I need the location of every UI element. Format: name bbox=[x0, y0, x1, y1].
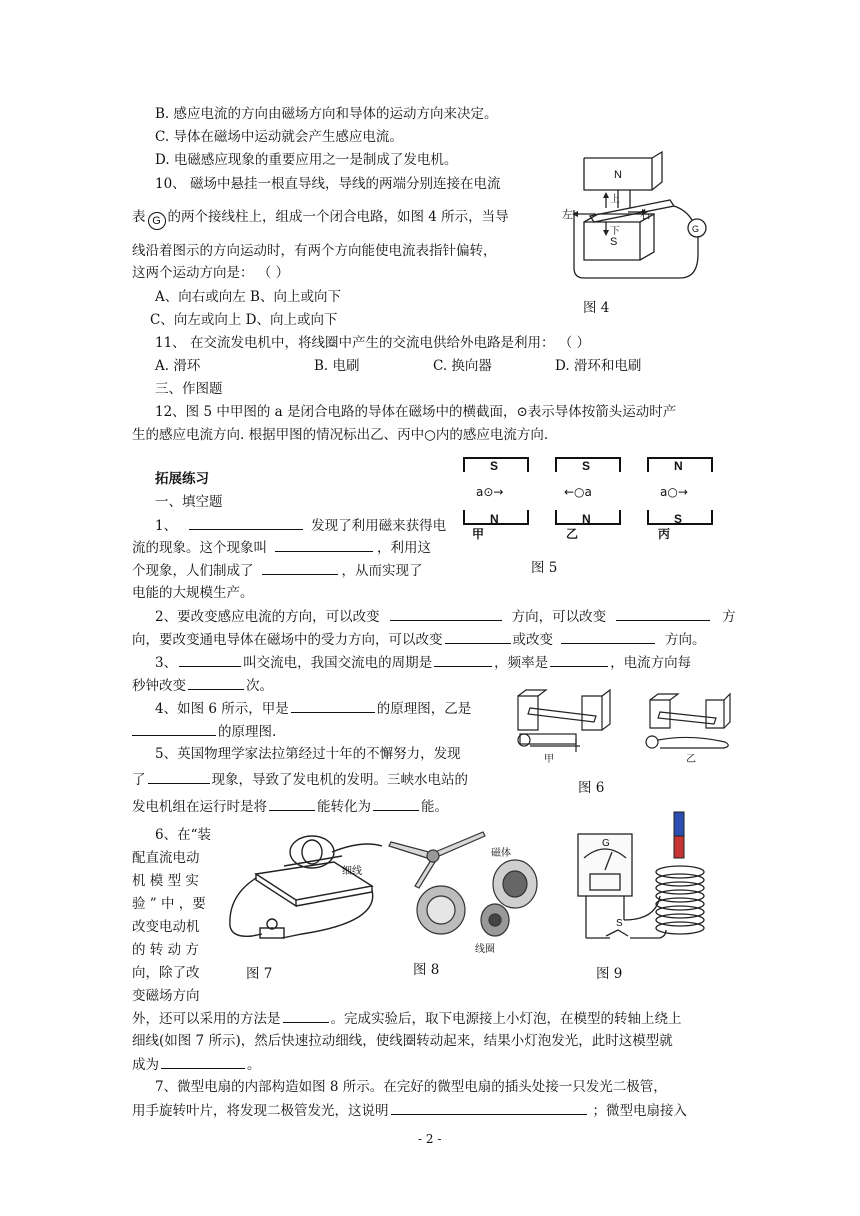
question-2-line1 bbox=[155, 607, 736, 626]
text: 4、如图 6 所示，甲是 bbox=[155, 701, 289, 717]
magnet-south-part bbox=[674, 836, 684, 858]
text: ，从而实现了 bbox=[341, 563, 423, 579]
blank[interactable] bbox=[561, 630, 655, 644]
blank[interactable] bbox=[390, 607, 502, 621]
blank[interactable] bbox=[161, 1055, 245, 1069]
text: 个现象，人们制成了 bbox=[132, 563, 254, 579]
text: 的原理图，乙是 bbox=[376, 701, 472, 717]
figure-8-caption: 图 8 bbox=[413, 962, 440, 978]
fig8-coil-label: 线圈 bbox=[475, 944, 495, 955]
blank[interactable] bbox=[188, 676, 244, 690]
text: 流的现象。这个现象叫 bbox=[132, 540, 267, 556]
question-5-line3 bbox=[132, 797, 448, 816]
blank[interactable] bbox=[283, 1009, 329, 1023]
option-b: B. 感应电流的方向由磁场方向和导体的运动方向来决定。 bbox=[155, 106, 498, 122]
question-3-line2 bbox=[132, 676, 273, 695]
question-6-line10: 细线(如图 7 所示)，然后快速拉动细线，使线圈转动起来，结果小灯泡发光，此时这模型就 bbox=[132, 1033, 673, 1049]
magnet-north-part bbox=[674, 812, 684, 836]
blank[interactable] bbox=[616, 607, 710, 621]
fig5-panel2-bottom: N bbox=[582, 512, 591, 526]
fig5-panel1-label: 甲 bbox=[472, 527, 485, 541]
fig5-panel3-top: N bbox=[674, 459, 683, 473]
question-11-option-a: A. 滑环 bbox=[155, 358, 201, 374]
fig4-right-label: 右 bbox=[640, 208, 651, 221]
fig5-panel1-top: S bbox=[490, 459, 499, 473]
option-c: C. 导体在磁场中运动就会产生感应电流。 bbox=[155, 129, 403, 145]
question-6-line8: 变磁场方向 bbox=[132, 988, 200, 1004]
question-6-line4: 验 ” 中 ，要 bbox=[132, 896, 206, 912]
text: 1、 bbox=[155, 518, 178, 534]
text: 次。 bbox=[246, 678, 273, 694]
fig6-right-label: 乙 bbox=[686, 754, 696, 765]
question-10-options-cd: C、向左或向上 D、向上或向下 bbox=[150, 312, 338, 328]
question-2-line2 bbox=[132, 630, 706, 649]
text: 或改变 bbox=[512, 632, 553, 648]
text: ，频率是 bbox=[494, 655, 549, 671]
blank[interactable] bbox=[189, 516, 303, 530]
blank[interactable] bbox=[291, 699, 375, 713]
figure-4-diagram bbox=[562, 150, 720, 290]
text: 发现了利用磁来获得电 bbox=[311, 518, 447, 534]
galvanometer-symbol-icon: G bbox=[148, 212, 166, 230]
text: 的两个接线柱上，组成一个闭合电路，如图 4 所示，当导 bbox=[167, 209, 509, 225]
question-7-line1: 7、微型电扇的内部构造如图 8 所示。在完好的微型电扇的插头处接一只发光二极管， bbox=[155, 1079, 667, 1095]
blank[interactable] bbox=[269, 797, 315, 811]
text: 向，要改变通电导体在磁场中的受力方向，可以改变 bbox=[132, 632, 443, 648]
text: 现象，导致了发电机的发明。三峡水电站的 bbox=[211, 772, 468, 788]
text: 了 bbox=[132, 772, 146, 788]
text: 。 bbox=[247, 1057, 261, 1073]
fig5-panel3-label: 丙 bbox=[658, 527, 671, 541]
fig9-switch-label: S bbox=[616, 918, 623, 929]
fig5-panel3-conductor: a○→ bbox=[660, 485, 688, 499]
page-number: - 2 - bbox=[418, 1132, 442, 1146]
blank[interactable] bbox=[434, 653, 492, 667]
section-drawing: 三、作图题 bbox=[155, 381, 223, 397]
question-6-line1: 6、在“装 bbox=[155, 827, 211, 843]
text: 成为 bbox=[132, 1057, 159, 1073]
question-6-line11 bbox=[132, 1055, 261, 1074]
fig8-magnet-label: 磁体 bbox=[491, 848, 511, 859]
figure-7-diagram bbox=[222, 826, 390, 956]
question-6-line6: 的 转 动 方 bbox=[132, 942, 199, 958]
text: 。完成实验后，取下电源接上小灯泡，在模型的转轴上绕上 bbox=[330, 1011, 682, 1027]
text: 叫交流电，我国交流电的周期是 bbox=[243, 655, 433, 671]
question-1-line3 bbox=[132, 561, 423, 580]
text: 方向，可以改变 bbox=[511, 609, 607, 625]
fig4-meter-label: G bbox=[692, 224, 700, 234]
question-11-option-b: B. 电刷 bbox=[314, 358, 360, 374]
figure-9-caption: 图 9 bbox=[596, 966, 623, 982]
fig6-left-label: 甲 bbox=[544, 754, 554, 765]
blank[interactable] bbox=[132, 722, 216, 736]
fig4-down-label: 下 bbox=[610, 226, 620, 237]
figure-6-caption: 图 6 bbox=[578, 780, 605, 796]
figure-7-caption: 图 7 bbox=[246, 966, 273, 982]
fig5-panel3-bottom: S bbox=[674, 512, 683, 526]
fig7-thread-label: 细线 bbox=[342, 866, 362, 877]
figure-5-diagram bbox=[458, 452, 723, 542]
question-12-line1: 12、图 5 中甲图的 a 是闭合电路的导体在磁场中的横截面，⊙表示导体按箭头运动时产 bbox=[155, 404, 677, 420]
text: 3、 bbox=[155, 655, 178, 671]
fig5-panel1-conductor: a⊙→ bbox=[476, 485, 504, 499]
blank[interactable] bbox=[262, 561, 338, 575]
text: ；微型电扇接入 bbox=[592, 1103, 687, 1119]
blank[interactable] bbox=[445, 630, 511, 644]
figure-4-caption: 图 4 bbox=[583, 300, 610, 316]
fig9-meter-label: G bbox=[602, 838, 610, 849]
figure-9-diagram bbox=[570, 810, 730, 960]
text: 能转化为 bbox=[317, 799, 371, 815]
fig4-left-label: 左 bbox=[562, 208, 573, 221]
blank[interactable] bbox=[550, 653, 608, 667]
question-4-line1 bbox=[155, 699, 471, 718]
question-6-line9 bbox=[132, 1009, 682, 1028]
fig4-up-label: 上 bbox=[610, 194, 620, 205]
text: 外，还可以采用的方法是 bbox=[132, 1011, 281, 1027]
question-10-line3: 线沿着图示的方向运动时，有两个方向能使电流表指针偏转， bbox=[132, 243, 497, 259]
question-11-option-c: C. 换向器 bbox=[433, 358, 492, 374]
question-10-line2 bbox=[132, 208, 509, 230]
text: ，利用这 bbox=[377, 540, 431, 556]
text: 的原理图. bbox=[218, 724, 277, 740]
question-6-line3: 机 模 型 实 bbox=[132, 873, 199, 889]
question-6-line7: 向，除了改 bbox=[132, 965, 200, 981]
section-fill-blank: 一、填空题 bbox=[155, 494, 223, 510]
text: 表 bbox=[132, 209, 146, 225]
blank[interactable] bbox=[373, 797, 419, 811]
extension-heading: 拓展练习 bbox=[155, 471, 209, 487]
blank[interactable] bbox=[148, 770, 210, 784]
text: 方向。 bbox=[665, 632, 706, 648]
text: 能。 bbox=[421, 799, 448, 815]
question-7-line2 bbox=[132, 1101, 687, 1120]
fig5-panel2-top: S bbox=[582, 459, 591, 473]
fig5-panel2-label: 乙 bbox=[566, 527, 579, 541]
option-d: D. 电磁感应现象的重要应用之一是制成了发电机。 bbox=[155, 152, 458, 168]
question-5-line1: 5、英国物理学家法拉第经过十年的不懈努力，发现 bbox=[155, 746, 461, 762]
question-10-line4: 这两个运动方向是： （ ） bbox=[132, 265, 290, 281]
question-1-line4: 电能的大规模生产。 bbox=[132, 585, 254, 601]
text: 方 bbox=[722, 609, 736, 625]
fig5-panel2-conductor: ←○a bbox=[564, 485, 592, 499]
figure-6-diagram bbox=[510, 686, 735, 768]
figure-8-diagram bbox=[383, 826, 561, 956]
figure-5-caption: 图 5 bbox=[531, 560, 558, 576]
text: ，电流方向每 bbox=[610, 655, 692, 671]
blank[interactable] bbox=[179, 653, 241, 667]
question-6-line5: 改变电动机 bbox=[132, 919, 200, 935]
question-5-line2 bbox=[132, 770, 468, 789]
question-6-line2: 配直流电动 bbox=[132, 850, 200, 866]
blank[interactable] bbox=[391, 1101, 587, 1115]
fig4-north-label: N bbox=[614, 169, 622, 181]
question-3-line1 bbox=[155, 653, 691, 672]
question-10-options-ab: A、向右或向左 B、向上或向下 bbox=[155, 289, 341, 305]
question-11: 11、 在交流发电机中，将线圈中产生的交流电供给外电路是利用： （ ） bbox=[155, 335, 591, 351]
question-12-line2: 生的感应电流方向. 根据甲图的情况标出乙、丙中○内的感应电流方向. bbox=[132, 427, 549, 443]
text: 用手旋转叶片，将发现二极管发光，这说明 bbox=[132, 1103, 389, 1119]
question-10-line1: 10、 磁场中悬挂一根直导线，导线的两端分别连接在电流 bbox=[155, 176, 501, 192]
question-11-option-d: D. 滑环和电刷 bbox=[555, 358, 642, 374]
blank[interactable] bbox=[275, 538, 373, 552]
fig4-south-label: S bbox=[610, 236, 618, 248]
text: 发电机组在运行时是将 bbox=[132, 799, 267, 815]
question-4-line2 bbox=[132, 722, 276, 741]
text: 秒钟改变 bbox=[132, 678, 186, 694]
text: 2、要改变感应电流的方向，可以改变 bbox=[155, 609, 380, 625]
fig5-panel1-bottom: N bbox=[490, 512, 499, 526]
question-1-line1 bbox=[155, 516, 446, 535]
question-1-line2 bbox=[132, 538, 431, 557]
